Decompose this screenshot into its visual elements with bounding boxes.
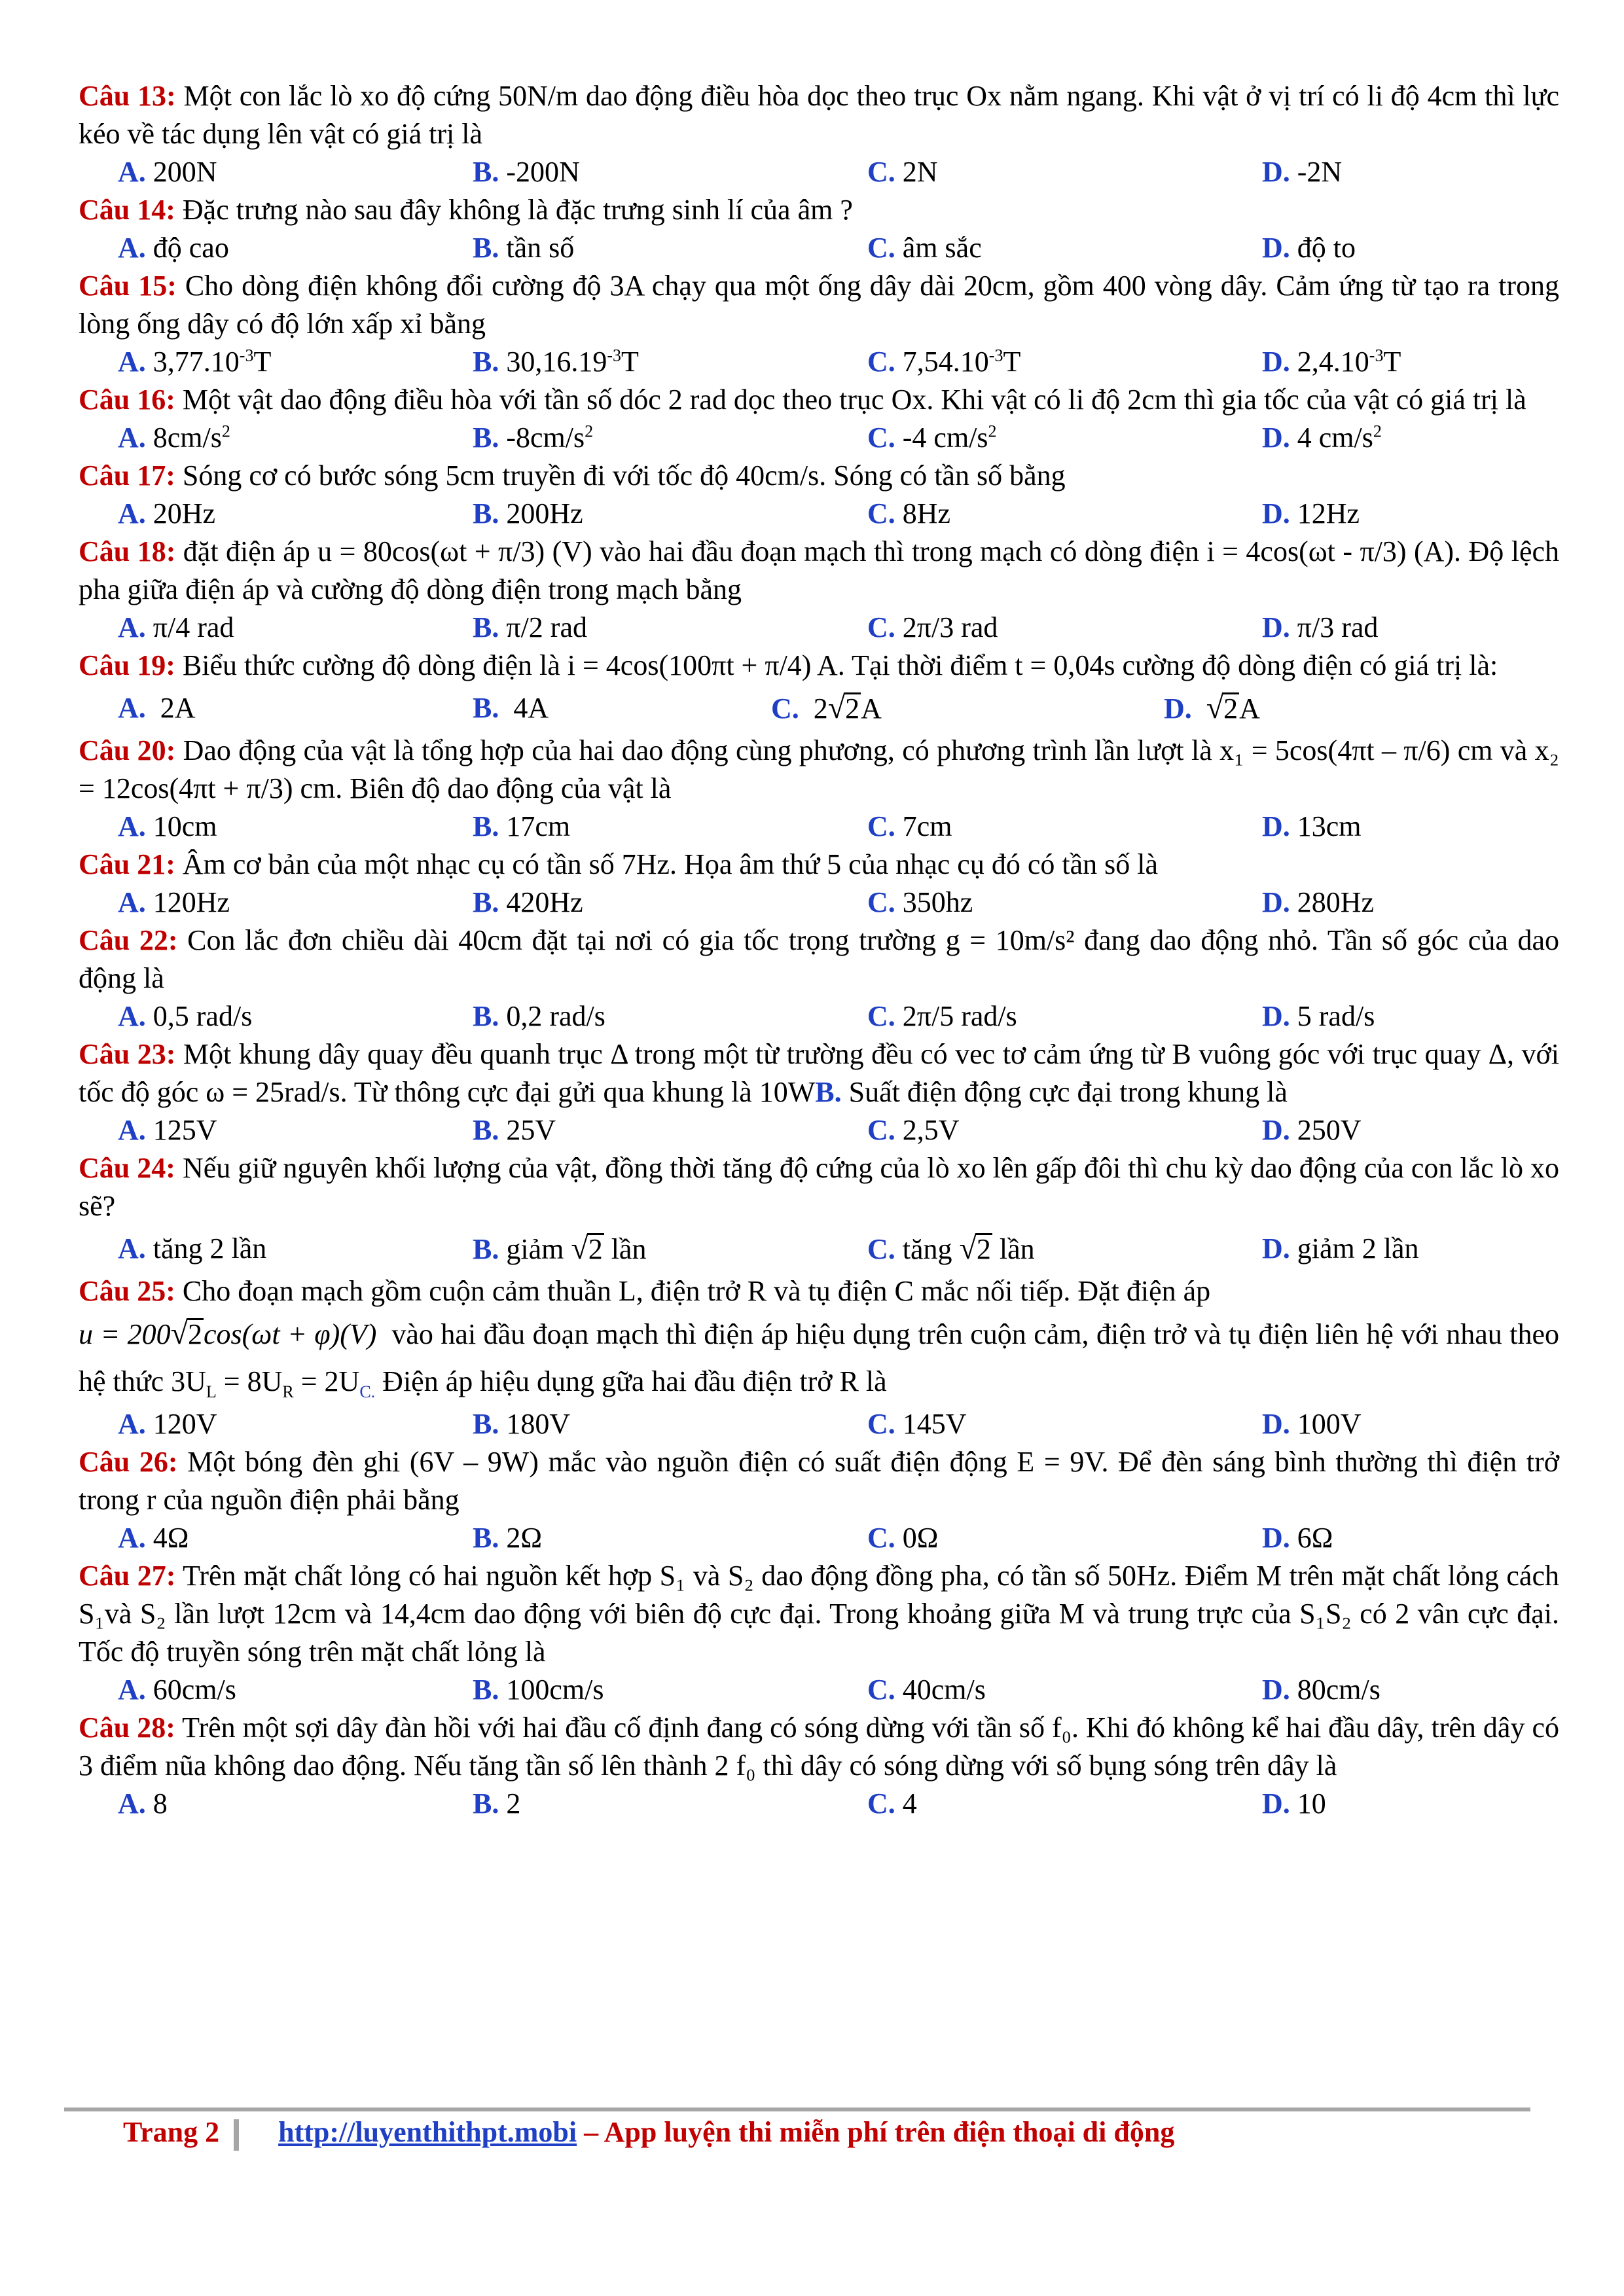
answer-c[interactable]: C. 2π/5 rad/s xyxy=(867,1000,1017,1032)
question-20 xyxy=(79,732,1559,846)
question-22 xyxy=(79,922,1559,1035)
answer-a[interactable]: A. 60cm/s xyxy=(118,1674,236,1706)
question-text: Một bóng đèn ghi (6V – 9W) mắc vào nguồn điện có suất điện động E = 9V. Để đèn sáng bình thường thì điện trở trong r của nguồn điện phải bằng xyxy=(79,1446,1559,1516)
question-label: Câu 16: xyxy=(79,384,175,416)
sqrt-symbol: √2 xyxy=(959,1231,991,1266)
answer-b[interactable]: B. 100cm/s xyxy=(473,1674,604,1706)
answer-a[interactable]: A. tăng 2 lần xyxy=(118,1232,267,1265)
exam-page xyxy=(79,77,1559,1823)
answer-d[interactable]: D. √2A xyxy=(1164,685,1260,732)
question-label: Câu 21: xyxy=(79,848,175,880)
question-25: Câu 25: Cho đoạn mạch gồm cuộn cảm thuần L, điện trở R và tụ điện C mắc nối tiếp. Đặt điện áp u = 200√2cos(ωt + φ)(V) vào hai đầu đoạn mạch thì điện áp hiệu dụng trên cuộn cảm, điện trở và tụ điện liên hệ với nhau theo hệ thức $3U_L = 8U_R = 2U_{C.}$ Điện áp hiệu dụng gữa hai đầu điện trở R là A. 120V B. 180V C. 145V D. 100V xyxy=(79,1272,1559,1443)
answer-c[interactable]: C. $7,54.10^{-3}T$ xyxy=(867,346,1021,378)
question-21 xyxy=(79,846,1559,922)
footer-link[interactable]: http://luyenthithpt.mobi xyxy=(278,2116,577,2148)
answer-b[interactable]: B. π/2 rad xyxy=(473,611,587,643)
answer-a[interactable]: A. 125V xyxy=(118,1114,217,1146)
sqrt-symbol: √2 xyxy=(1206,691,1238,725)
answer-a[interactable]: A. 120Hz xyxy=(118,886,230,918)
answer-row xyxy=(79,153,1559,191)
answer-d[interactable]: D. $2,4.10^{-3}T$ xyxy=(1262,346,1401,378)
answer-row xyxy=(79,1519,1559,1557)
answer-c[interactable]: C. -4 $cm/s^2$ xyxy=(867,422,997,454)
question-23: Câu 23: Một khung dây quay đều quanh trục Δ trong một từ trường đều có vec tơ cảm ứng từ B vuông góc với trục quay Δ, với tốc độ góc ω = 25rad/s. Từ thông cực đại gửi qua khung là 10WB. Suất điện động cực đại trong khung là A. 125V B. 25V C. 2,5V D. 250V xyxy=(79,1035,1559,1149)
answer-c[interactable]: C. 145V xyxy=(867,1408,967,1440)
answer-d[interactable]: D. π/3 rad xyxy=(1262,611,1379,643)
answer-c[interactable]: C. 2,5V xyxy=(867,1114,960,1146)
answer-row xyxy=(79,884,1559,922)
question-16 xyxy=(79,381,1559,457)
answer-b[interactable]: B. 420Hz xyxy=(473,886,583,918)
answer-d[interactable]: D. 250V xyxy=(1262,1114,1362,1146)
answer-c[interactable]: C. 350hz xyxy=(867,886,973,918)
sqrt-symbol: √2 xyxy=(170,1316,202,1351)
answer-d[interactable]: D. giảm 2 lần xyxy=(1262,1232,1419,1265)
answer-b[interactable]: B. 4A xyxy=(473,692,549,724)
answer-b[interactable]: B. 2Ω xyxy=(473,1522,543,1554)
answer-a[interactable]: A. 20Hz xyxy=(118,497,216,529)
answer-d[interactable]: D. 80cm/s xyxy=(1262,1674,1380,1706)
question-label: Câu 23: xyxy=(79,1038,176,1070)
question-text: Một vật dao động điều hòa với tần số dóc 2 rad dọc theo trục Ox. Khi vật có li độ 2cm thì gia tốc của vật có giá trị là xyxy=(182,384,1526,416)
answer-row xyxy=(79,1405,1559,1443)
answer-b[interactable]: B. $-8cm/s^2$ xyxy=(473,422,594,454)
answer-d[interactable]: D. 10 xyxy=(1262,1787,1326,1820)
question-label: Câu 24: xyxy=(79,1152,175,1184)
answer-d[interactable]: D. 13cm xyxy=(1262,810,1362,842)
answer-b[interactable]: B. tần số xyxy=(473,232,575,264)
answer-row xyxy=(79,343,1559,381)
question-26 xyxy=(79,1443,1559,1557)
question-label: Câu 15: xyxy=(79,270,177,302)
answer-a[interactable]: A. 4Ω xyxy=(118,1522,189,1554)
answer-d[interactable]: D. 4 $cm/s^2$ xyxy=(1262,422,1382,454)
answer-b[interactable]: B. -200N xyxy=(473,156,580,188)
question-text: Một khung dây quay đều quanh trục Δ trong một từ trường đều có vec tơ cảm ứng từ B vuông góc với trục quay Δ, với tốc độ góc ω = 25rad/s. Từ thông cực đại gửi qua khung là 10W xyxy=(79,1038,1559,1108)
answer-b[interactable]: B. giảm √2 lần xyxy=(473,1225,646,1273)
question-label: Câu 25: xyxy=(79,1275,175,1307)
answer-a[interactable]: A. 8 xyxy=(118,1787,168,1820)
question-text: Biểu thức cường độ dòng điện là i = 4cos(100πt + π/4) A. Tại thời điểm t = 0,04s cường độ dòng điện có giá trị là: xyxy=(182,649,1498,681)
answer-b[interactable]: B. 25V xyxy=(473,1114,556,1146)
question-label: Câu 28: xyxy=(79,1712,175,1744)
answer-row xyxy=(79,1111,1559,1149)
answer-row xyxy=(79,609,1559,647)
answer-c[interactable]: C. 4 xyxy=(867,1787,917,1820)
sqrt-symbol: √2 xyxy=(827,691,860,725)
answer-d[interactable]: D. 6Ω xyxy=(1262,1522,1333,1554)
answer-d[interactable]: D. 12Hz xyxy=(1262,497,1360,529)
answer-row xyxy=(79,1671,1559,1709)
answer-row xyxy=(79,229,1559,267)
answer-b[interactable]: B. 17cm xyxy=(473,810,571,842)
question-label: Câu 18: xyxy=(79,535,176,567)
question-text: Cho đoạn mạch gồm cuộn cảm thuần L, điện trở R và tụ điện C mắc nối tiếp. Đặt điện áp xyxy=(182,1275,1211,1307)
page-number: Trang 2 xyxy=(123,2116,220,2148)
answer-c[interactable]: C. 2N xyxy=(867,156,938,188)
question-text: Sóng cơ có bước sóng 5cm truyền đi với tốc độ 40cm/s. Sóng có tần số bằng xyxy=(182,459,1066,492)
answer-a[interactable]: A. 120V xyxy=(118,1408,217,1440)
question-text: Trên mặt chất lỏng có hai nguồn kết hợp S₁ và S₂ dao động đồng pha, có tần số 50Hz. Điểm M trên mặt chất lỏng cách S₁và S₂ lần lượt 12cm và 14,4cm dao động với biên độ cực đại. Trong khoảng giữa M và trung trực của S₁S₂ có 2 vân cực đại. Tốc độ truyền sóng trên mặt chất lỏng là xyxy=(79,1560,1559,1668)
voltage-formula: u = 200√2cos(ωt + φ)(V) xyxy=(79,1318,376,1350)
answer-b[interactable]: B. 200Hz xyxy=(473,497,583,529)
question-text: Đặc trưng nào sau đây không là đặc trưng sinh lí của âm ? xyxy=(182,194,853,226)
question-14 xyxy=(79,191,1559,267)
answer-c[interactable]: C. 8Hz xyxy=(867,497,951,529)
answer-a[interactable]: A. 0,5 rad/s xyxy=(118,1000,253,1032)
answer-a[interactable]: A. π/4 rad xyxy=(118,611,234,643)
answer-row xyxy=(79,1785,1559,1823)
question-27 xyxy=(79,1557,1559,1709)
answer-row xyxy=(79,997,1559,1035)
answer-b[interactable]: B. $30,16.19^{-3}T$ xyxy=(473,346,639,378)
question-24 xyxy=(79,1149,1559,1272)
answer-a[interactable]: A. 2A xyxy=(118,692,196,724)
answer-c[interactable]: C. tăng √2 lần xyxy=(867,1225,1035,1273)
answer-a[interactable]: A. 10cm xyxy=(118,810,217,842)
question-label: Câu 22: xyxy=(79,924,178,956)
answer-a[interactable]: A. $8cm/s^2$ xyxy=(118,422,230,454)
question-text: Con lắc đơn chiều dài 40cm đặt tại nơi có gia tốc trọng trường g = 10m/s² đang dao động nhỏ. Tần số góc của dao động là xyxy=(79,924,1560,994)
answer-c[interactable]: C. 2π/3 rad xyxy=(867,611,998,643)
question-15 xyxy=(79,267,1559,381)
answer-b[interactable]: B. 2 xyxy=(473,1787,521,1820)
answer-row xyxy=(79,808,1559,846)
answer-a[interactable]: A. độ cao xyxy=(118,232,229,264)
question-text: Một con lắc lò xo độ cứng 50N/m dao động điều hòa dọc theo trục Ox nằm ngang. Khi vật ở vị trí có li độ 4cm thì lực kéo về tác dụng lên vật có giá trị là xyxy=(79,80,1560,150)
question-17 xyxy=(79,457,1559,533)
answer-b[interactable]: B. 0,2 rad/s xyxy=(473,1000,605,1032)
footer-separator xyxy=(234,2119,239,2151)
question-label: Câu 14: xyxy=(79,194,175,226)
answer-d[interactable]: D. 280Hz xyxy=(1262,886,1375,918)
answer-row xyxy=(79,495,1559,533)
answer-b[interactable]: B. 180V xyxy=(473,1408,571,1440)
footer-tagline: – App luyện thi miễn phí trên điện thoại di động xyxy=(577,2116,1175,2148)
answer-d[interactable]: D. độ to xyxy=(1262,232,1356,264)
question-text: Âm cơ bản của một nhạc cụ có tần số 7Hz. Họa âm thứ 5 của nhạc cụ đó có tần số là xyxy=(182,848,1158,880)
question-18 xyxy=(79,533,1559,647)
question-text: Nếu giữ nguyên khối lượng của vật, đồng thời tăng độ cứng của lò xo lên gấp đôi thì chu kỳ dao động của con lắc lò xo sẽ? xyxy=(79,1152,1560,1222)
question-label: Câu 13: xyxy=(79,80,176,112)
answer-c[interactable]: C. 2√2A xyxy=(771,685,882,732)
question-28 xyxy=(79,1709,1559,1823)
answer-c[interactable]: C. 40cm/s xyxy=(867,1674,986,1706)
page-footer xyxy=(123,2113,1174,2152)
question-13 xyxy=(79,77,1559,191)
answer-row xyxy=(79,1225,1559,1272)
question-19 xyxy=(79,647,1559,732)
footer-divider xyxy=(64,2108,1530,2111)
answer-a[interactable]: A. 200N xyxy=(118,156,217,188)
answer-c[interactable]: C. 7cm xyxy=(867,810,952,842)
answer-row xyxy=(79,685,1559,732)
question-text: đặt điện áp u = 80cos(ωt + π/3) (V) vào hai đầu đoạn mạch thì trong mạch có dòng điện i = 4cos(ωt - π/3) (A). Độ lệch pha giữa điện áp và cường độ dòng điện trong mạch bằng xyxy=(79,535,1559,605)
question-text: Cho dòng điện không đổi cường độ 3A chạy qua một ống dây dài 20cm, gồm 400 vòng dây. Cảm ứng từ tạo ra trong lòng ống dây có độ lớn xấp xỉ bằng xyxy=(79,270,1559,340)
question-label: Câu 19: xyxy=(79,649,175,681)
answer-c[interactable]: C. âm sắc xyxy=(867,232,982,264)
answer-row xyxy=(79,419,1559,457)
answer-a[interactable]: A. $3,77.10^{-3}T$ xyxy=(118,346,272,378)
question-label: Câu 17: xyxy=(79,459,175,492)
sqrt-symbol: √2 xyxy=(571,1231,603,1266)
question-label: Câu 20: xyxy=(79,734,176,766)
answer-d[interactable]: D. 5 rad/s xyxy=(1262,1000,1375,1032)
question-text: Trên một sợi dây đàn hồi với hai đầu cố định đang có sóng dừng với tần số f₀. Khi đó không kể hai đầu dây, trên dây có 3 điểm nũa không dao động. Nếu tăng tần số lên thành 2 f₀ thì dây có sóng dừng với số bụng sóng trên dây là xyxy=(79,1712,1559,1782)
answer-c[interactable]: C. 0Ω xyxy=(867,1522,939,1554)
question-label: Câu 27: xyxy=(79,1560,176,1592)
question-label: Câu 26: xyxy=(79,1446,178,1478)
answer-d[interactable]: D. 100V xyxy=(1262,1408,1362,1440)
question-text: Dao động của vật là tổng hợp của hai dao động cùng phương, có phương trình lần lượt là x₁ = 5cos(4πt – π/6) cm và x₂ = 12cos(4πt + π/3) cm. Biên độ dao động của vật là xyxy=(79,734,1560,804)
answer-d[interactable]: D. -2N xyxy=(1262,156,1343,188)
